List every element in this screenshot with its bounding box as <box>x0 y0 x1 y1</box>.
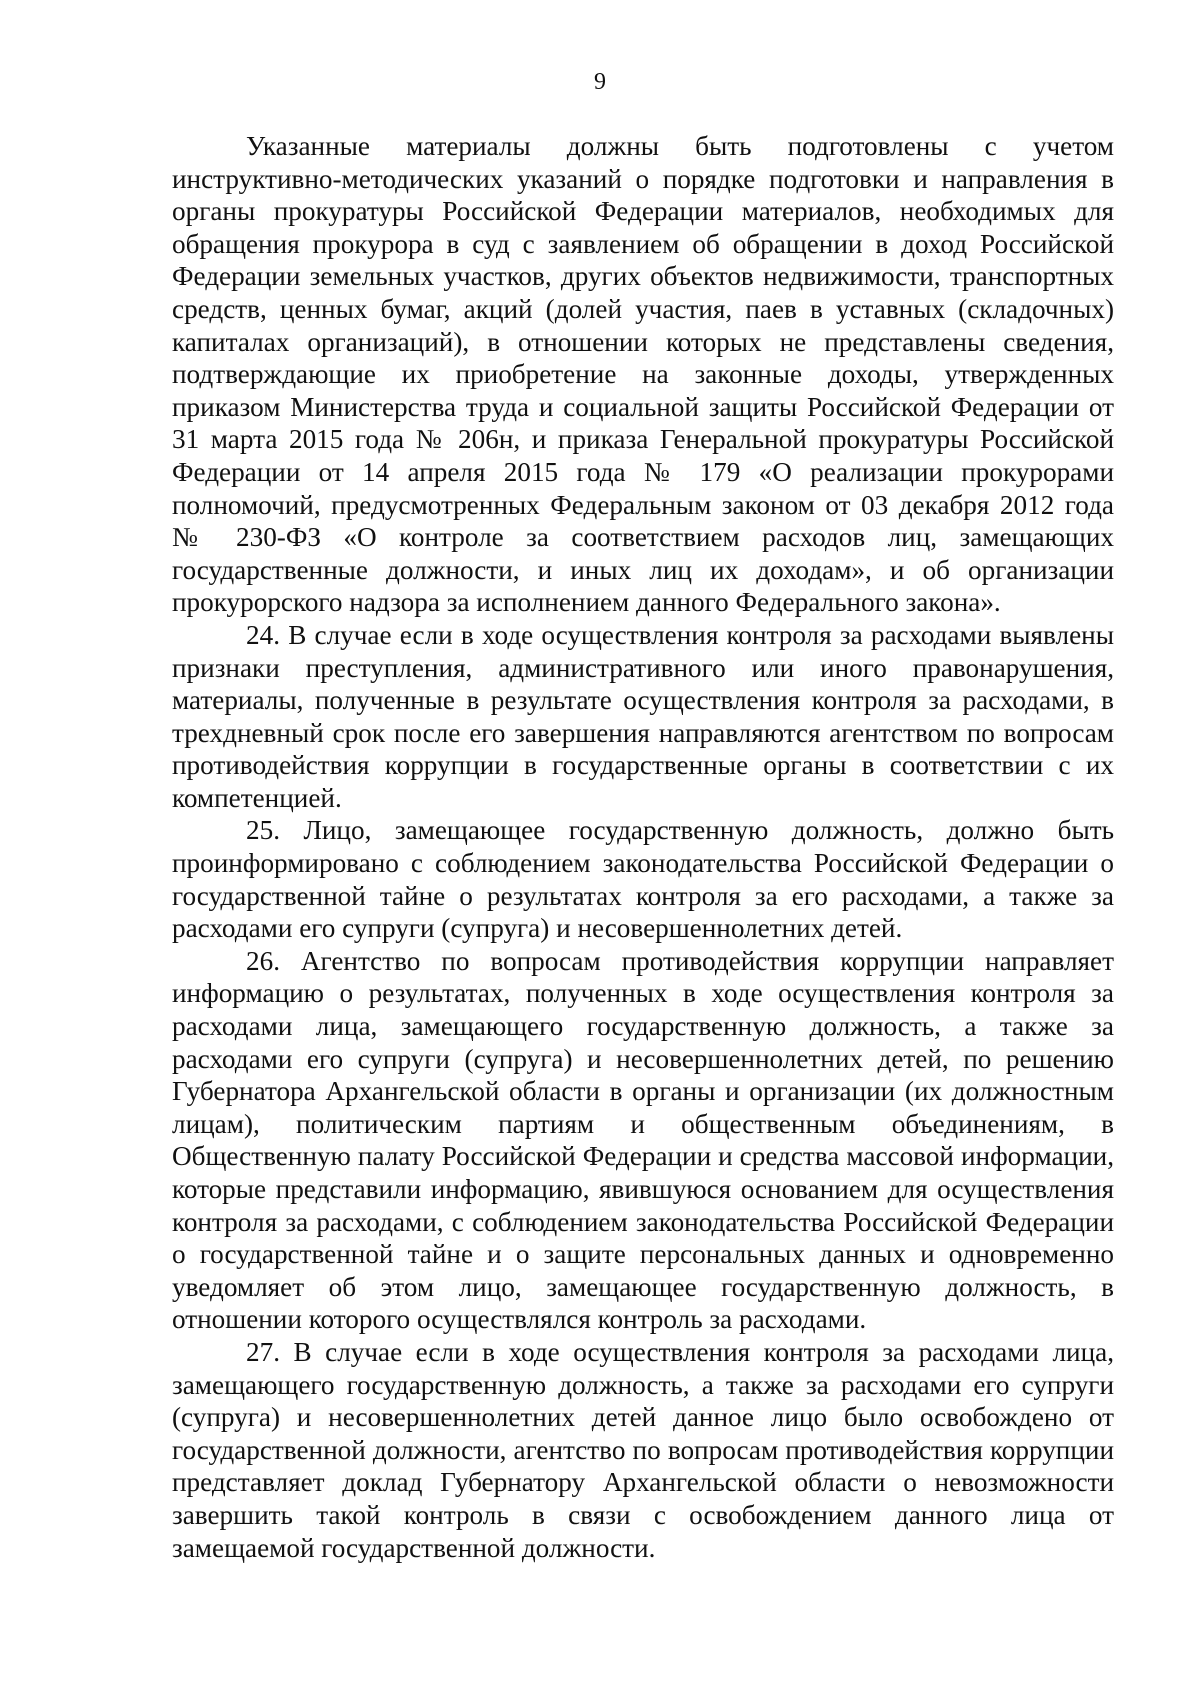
paragraph-clause-26: 26. Агентство по вопросам противодействия коррупции направляет информацию о результатах, полученных в ходе осуществления контроля за расходами лица, замещающего государственную должность, а также за расходами его супруги (супруга) и несовершеннолетних детей, по решению Губернатора Архангельской области в органы и организации (их должностным лицам), политическим партиям и общественным объединениям, в Общественную палату Российской Федерации и средства массовой информации, которые представили информацию, явившуюся основанием для осуществления контроля за расходами, с соблюдением законодательства Российской Федерации о государственной тайне и о защите персональных данных и одновременно уведомляет об этом лицо, замещающее государственную должность, в отношении которого осуществлялся контроль за расходами. <box>172 945 1114 1335</box>
paragraph-clause-27: 27. В случае если в ходе осуществления контроля за расходами лица, замещающего государственную должность, а также за расходами его супруги (супруга) и несовершеннолетних детей данное лицо было освобождено от государственной должности, агентство по вопросам противодействия коррупции представляет доклад Губернатору Архангельской области о невозможности завершить такой контроль в связи с освобождением данного лица от замещаемой государственной должности. <box>172 1336 1114 1563</box>
document-body <box>172 130 1114 1564</box>
paragraph-clause-24: 24. В случае если в ходе осуществления контроля за расходами выявлены признаки преступления, административного или иного правонарушения, материалы, полученные в результате осуществления контроля за расходами, в трехдневный срок после его завершения направляются агентством по вопросам противодействия коррупции в государственные органы в соответствии с их компетенцией. <box>172 619 1114 813</box>
paragraph-materials-requirements: Указанные материалы должны быть подготовлены с учетом инструктивно-методических указаний о порядке подготовки и направления в органы прокуратуры Российской Федерации материалов, необходимых для обращения прокурора в суд с заявлением об обращении в доход Российской Федерации земельных участков, других объектов недвижимости, транспортных средств, ценных бумаг, акций (долей участия, паев в уставных (складочных) капиталах организаций), в отношении которых не представлены сведения, подтверждающие их приобретение на законные доходы, утвержденных приказом Министерства труда и социальной защиты Российской Федерации от 31 марта 2015 года № 206н, и приказа Генеральной прокуратуры Российской Федерации от 14 апреля 2015 года № 179 «О реализации прокурорами полномочий, предусмотренных Федеральным законом от 03 декабря 2012 года № 230-ФЗ «О контроле за соответствием расходов лиц, замещающих государственные должности, и иных лиц их доходам», и об организации прокурорского надзора за исполнением данного Федерального закона». <box>172 131 1114 618</box>
paragraph-clause-25: 25. Лицо, замещающее государственную должность, должно быть проинформировано с соблюдением законодательства Российской Федерации о государственной тайне о результатах контроля за его расходами, а также за расходами его супруги (супруга) и несовершеннолетних детей. <box>172 815 1114 944</box>
page-number: 9 <box>594 69 606 95</box>
